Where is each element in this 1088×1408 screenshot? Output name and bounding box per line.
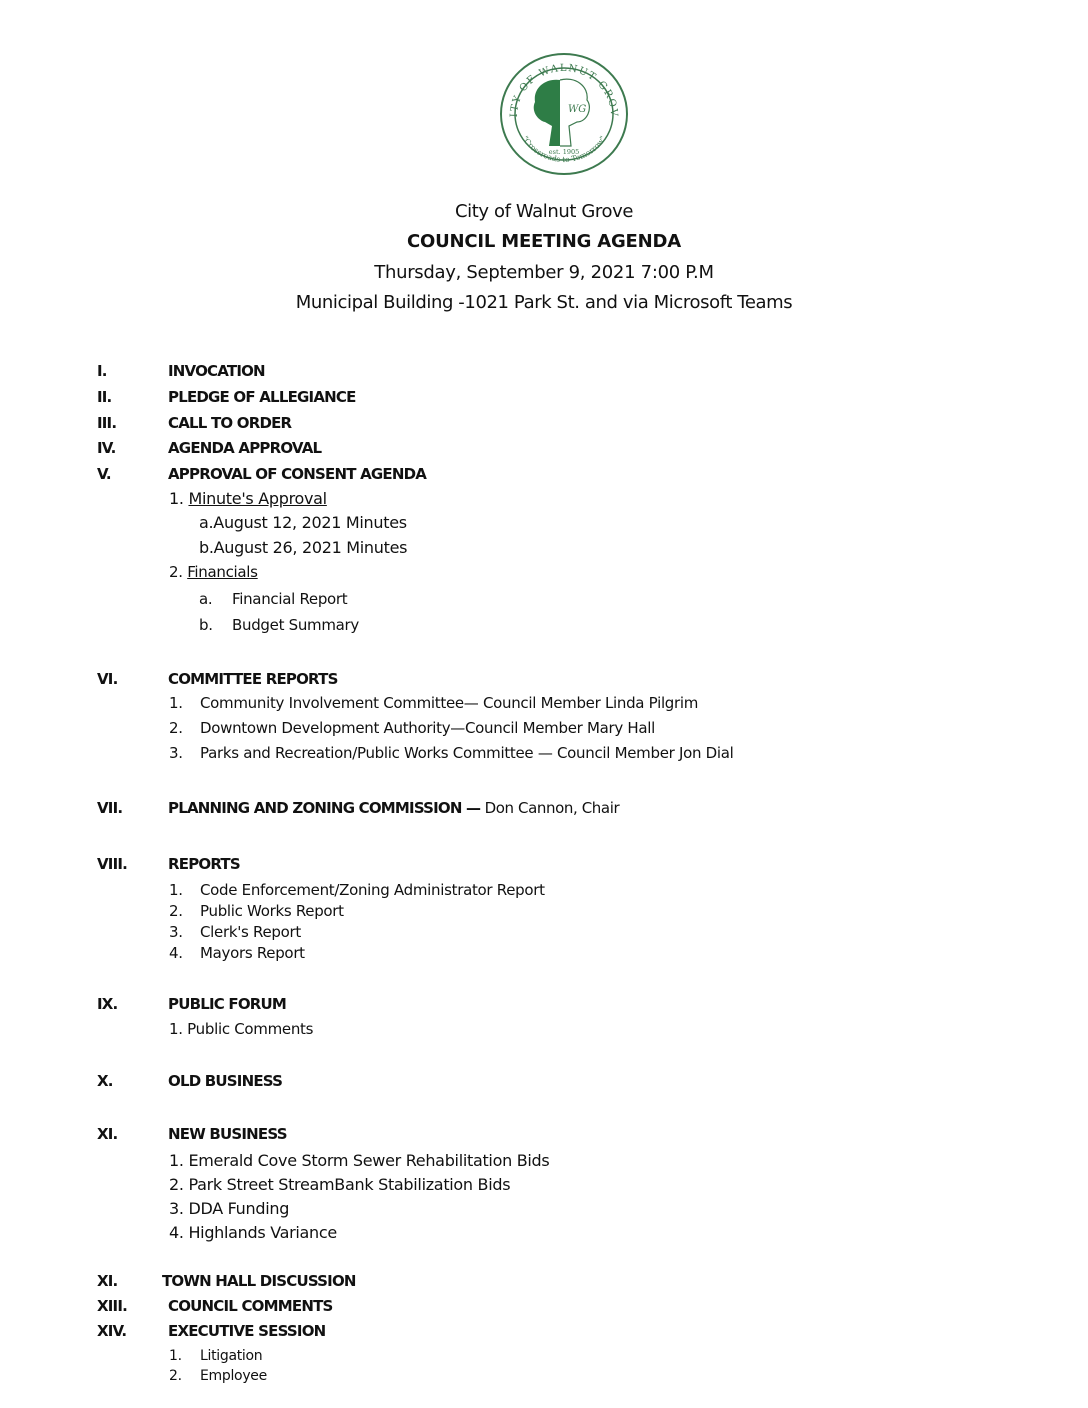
committee-report-item bbox=[169, 719, 655, 737]
section-number: II. bbox=[97, 388, 112, 406]
section-committee-reports: COMMITTEE REPORTS bbox=[168, 670, 338, 688]
financials-heading: Financials bbox=[187, 563, 258, 581]
city-name: City of Walnut Grove bbox=[454, 201, 634, 222]
section-number: III. bbox=[97, 414, 117, 432]
new-business-item: 3. DDA Funding bbox=[169, 1199, 290, 1218]
item-text: Financial Report bbox=[232, 590, 348, 608]
item-mark: 4. bbox=[169, 944, 183, 962]
section-number: XI. bbox=[97, 1125, 118, 1143]
item-text: August 26, 2021 Minutes bbox=[213, 538, 408, 557]
item-text: Parks and Recreation/Public Works Committee — Council Member Jon Dial bbox=[200, 744, 734, 762]
section-invocation: INVOCATION bbox=[168, 362, 265, 380]
item-number: 2. bbox=[169, 563, 183, 581]
section-number: XIII. bbox=[97, 1297, 128, 1315]
section-number: IV. bbox=[97, 439, 116, 457]
item-text: Public Works Report bbox=[200, 902, 344, 920]
item-text: August 12, 2021 Minutes bbox=[213, 513, 407, 532]
seal-graphic bbox=[497, 50, 632, 178]
item-text: Code Enforcement/Zoning Administrator Report bbox=[200, 881, 545, 899]
item-text: Budget Summary bbox=[232, 616, 360, 634]
item-mark: 1. bbox=[169, 694, 183, 712]
section-public-forum: PUBLIC FORUM bbox=[168, 995, 287, 1013]
svg-text:"Crossroads to Tomorrow": "Crossroads to Tomorrow" bbox=[520, 134, 608, 165]
svg-text:CITY OF WALNUT GROVE: ITY OF WALNUT GROV bbox=[508, 62, 620, 118]
section-chair-note: Don Cannon, Chair bbox=[480, 799, 620, 817]
section-agenda-approval: AGENDA APPROVAL bbox=[168, 439, 322, 457]
item-text: Mayors Report bbox=[200, 944, 305, 962]
committee-report-item bbox=[169, 694, 698, 712]
financials-item-b bbox=[199, 616, 359, 634]
new-business-item: 4. Highlands Variance bbox=[169, 1223, 337, 1242]
item-text: Community Involvement Committee— Council Member Linda Pilgrim bbox=[200, 694, 699, 712]
committee-report-item bbox=[169, 744, 734, 762]
section-number: V. bbox=[97, 465, 111, 483]
executive-session-item bbox=[169, 1348, 262, 1364]
minutes-item-a bbox=[199, 513, 407, 532]
section-old-business: OLD BUSINESS bbox=[168, 1072, 283, 1090]
item-text: Litigation bbox=[200, 1348, 263, 1364]
section-title: PLANNING AND ZONING COMMISSION — bbox=[168, 799, 481, 817]
section-call-to-order: CALL TO ORDER bbox=[168, 414, 292, 432]
meeting-location: Municipal Building -1021 Park St. and via Microsoft Teams bbox=[295, 292, 793, 313]
city-seal-logo bbox=[497, 50, 632, 178]
item-text: Downtown Development Authority—Council Member Mary Hall bbox=[200, 719, 656, 737]
new-business-item: 1. Emerald Cove Storm Sewer Rehabilitation Bids bbox=[169, 1151, 550, 1170]
section-town-hall: TOWN HALL DISCUSSION bbox=[162, 1272, 356, 1290]
item-mark: 1. bbox=[169, 881, 183, 899]
section-number: VI. bbox=[97, 670, 118, 688]
financials-item-a bbox=[199, 590, 347, 608]
section-number: XI. bbox=[97, 1272, 118, 1290]
section-executive-session: EXECUTIVE SESSION bbox=[168, 1322, 326, 1340]
report-item bbox=[169, 881, 545, 899]
item-mark: a. bbox=[199, 590, 213, 608]
item-text: Clerk's Report bbox=[200, 923, 301, 941]
new-business-item: 2. Park Street StreamBank Stabilization Bids bbox=[169, 1175, 511, 1194]
report-item bbox=[169, 902, 344, 920]
item-mark: 1. bbox=[169, 1348, 182, 1364]
public-forum-item: 1. Public Comments bbox=[169, 1020, 314, 1038]
svg-text:est. 1905: est. 1905 bbox=[548, 148, 580, 156]
section-consent-agenda: APPROVAL OF CONSENT AGENDA bbox=[168, 465, 427, 483]
item-mark: 3. bbox=[169, 923, 183, 941]
report-item bbox=[169, 923, 301, 941]
item-mark: 3. bbox=[169, 744, 183, 762]
item-mark: b. bbox=[199, 538, 214, 557]
consent-item-1 bbox=[169, 489, 327, 508]
item-mark: 2. bbox=[169, 1368, 182, 1384]
section-number: VII. bbox=[97, 799, 123, 817]
section-new-business: NEW BUSINESS bbox=[168, 1125, 287, 1143]
section-number: I. bbox=[97, 362, 107, 380]
section-reports: REPORTS bbox=[168, 855, 240, 873]
minutes-item-b bbox=[199, 538, 407, 557]
item-mark: 2. bbox=[169, 719, 183, 737]
consent-item-2 bbox=[169, 563, 258, 581]
section-number: X. bbox=[97, 1072, 113, 1090]
meeting-datetime: Thursday, September 9, 2021 7:00 P.M bbox=[374, 262, 714, 283]
item-text: Employee bbox=[200, 1368, 267, 1384]
executive-session-item bbox=[169, 1368, 267, 1384]
item-mark: a. bbox=[199, 513, 214, 532]
section-number: VIII. bbox=[97, 855, 128, 873]
section-planning-zoning bbox=[168, 799, 619, 817]
svg-text:WG: WG bbox=[568, 104, 587, 115]
section-council-comments: COUNCIL COMMENTS bbox=[168, 1297, 333, 1315]
agenda-title: COUNCIL MEETING AGENDA bbox=[407, 231, 681, 252]
minutes-approval-heading: Minute's Approval bbox=[188, 489, 327, 508]
section-number: XIV. bbox=[97, 1322, 127, 1340]
section-pledge: PLEDGE OF ALLEGIANCE bbox=[168, 388, 356, 406]
item-mark: b. bbox=[199, 616, 213, 634]
item-mark: 2. bbox=[169, 902, 183, 920]
section-number: IX. bbox=[97, 995, 118, 1013]
item-number: 1. bbox=[169, 489, 184, 508]
report-item bbox=[169, 944, 305, 962]
